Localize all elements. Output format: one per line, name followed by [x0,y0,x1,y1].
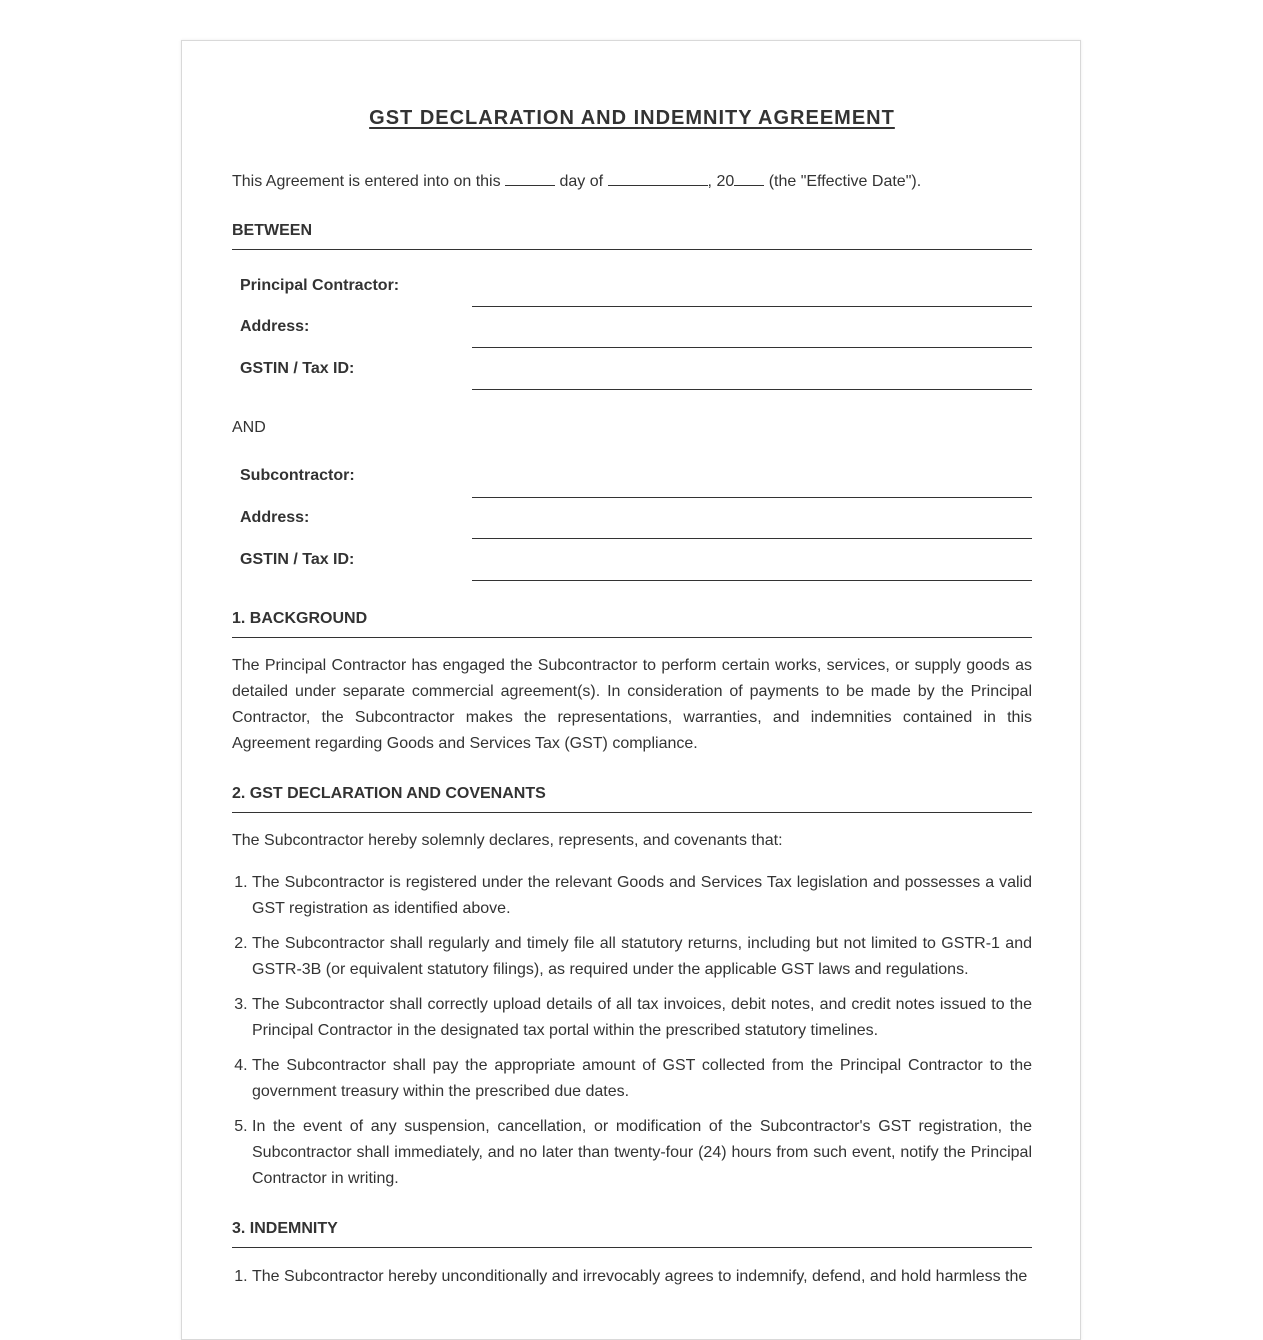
month-blank [608,171,708,186]
effective-date-line [232,171,921,191]
principal-tax-label: GSTIN / Tax ID: [240,360,355,377]
list-item: 1. The Subcontractor is registered under the relevant Goods and Services Tax legislation and possesses a valid GST registration as identified above. [252,870,1032,922]
principal-contractor-label: Principal Contractor: [240,277,400,294]
list-item: 2. The Subcontractor shall regularly and timely file all statutory returns, including but not limited to GSTR-1 and GSTR-3B (or equivalent statutory filings), as required under the applicable GST laws and regulations. [252,931,1032,983]
document-title: GST DECLARATION AND INDEMNITY AGREEMENT [369,107,895,129]
and-separator: AND [232,419,266,436]
subcontractor-label: Subcontractor: [240,467,355,484]
background-paragraph: The Principal Contractor has engaged the Subcontractor to perform certain works, services, or supply goods as detailed under separate commercial agreement(s). In consideration of payments to be made by the Principal Contractor, the Subcontractor makes the representations, warranties, and indemnities contained in this Agreement regarding Goods and Services Tax (GST) compliance. [232,657,1032,752]
day-blank [505,171,555,186]
indemnity-heading: 3. INDEMNITY [232,1220,1032,1248]
intro-text-2: day of [559,173,604,190]
subcontractor-address-label: Address: [240,509,310,526]
principal-contractor-field [472,306,1032,307]
principal-tax-field [472,389,1032,390]
intro-text-3: , 20 [707,173,735,190]
between-heading: BETWEEN [232,222,1032,250]
year-blank [734,171,764,186]
declaration-intro: The Subcontractor hereby solemnly declares, represents, and covenants that: [232,832,783,849]
subcontractor-tax-field [472,580,1032,581]
subcontractor-field [472,497,1032,498]
principal-address-field [472,347,1032,348]
list-item: 5. In the event of any suspension, cancellation, or modification of the Subcontractor's GST registration, the Subcontractor shall immediately, and no later than twenty-four (24) hours from such event, notify the Principal Contractor in writing. [252,1114,1032,1192]
subcontractor-tax-label: GSTIN / Tax ID: [240,551,355,568]
document-page [181,40,1081,1340]
list-item: 3. The Subcontractor shall correctly upload details of all tax invoices, debit notes, and credit notes issued to the Principal Contractor in the designated tax portal within the prescribed statutory timelines. [252,992,1032,1044]
subcontractor-address-field [472,538,1032,539]
background-heading: 1. BACKGROUND [232,610,1032,638]
intro-text-1: This Agreement is entered into on this [232,173,501,190]
declaration-list [232,870,1032,1201]
list-item: 1. The Subcontractor hereby unconditionally and irrevocably agrees to indemnify, defend, and hold harmless the [252,1264,1032,1290]
intro-text-4: (the "Effective Date"). [768,173,922,190]
indemnity-list [232,1264,1032,1299]
list-item: 4. The Subcontractor shall pay the appropriate amount of GST collected from the Principal Contractor to the government treasury within the prescribed due dates. [252,1053,1032,1105]
principal-address-label: Address: [240,318,310,335]
declaration-heading: 2. GST DECLARATION AND COVENANTS [232,785,1032,813]
